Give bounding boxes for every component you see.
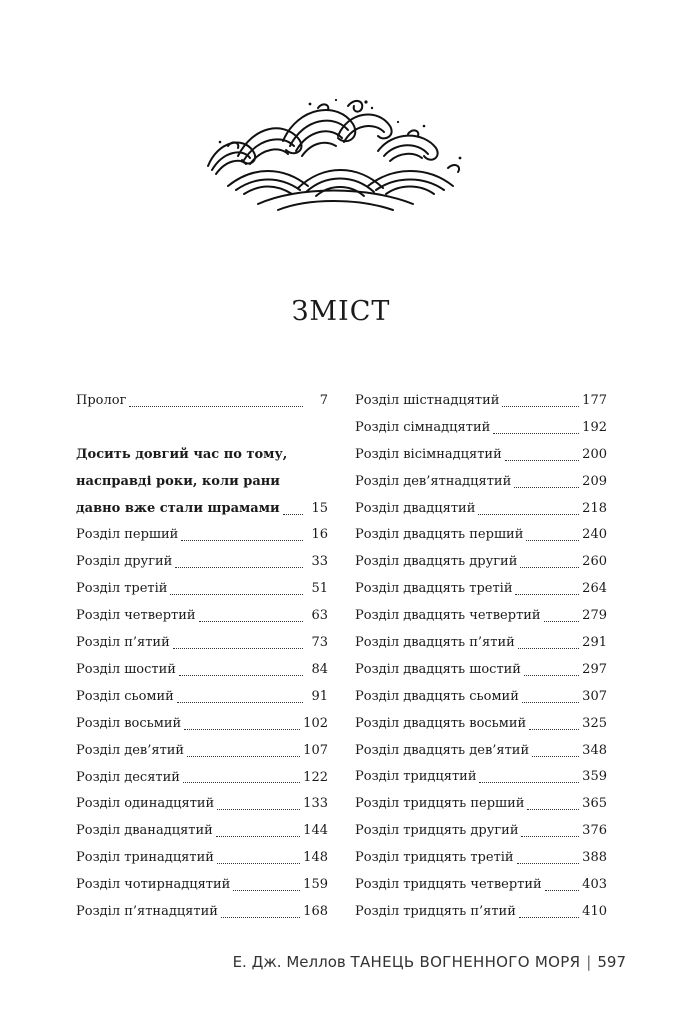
toc-leader-dots (181, 540, 303, 541)
toc-leader-dots (532, 756, 579, 757)
toc-entry-label: Розділ двадцять четвертий (355, 608, 541, 624)
toc-entry-page: 102 (303, 715, 328, 731)
part-heading[interactable] (76, 442, 328, 523)
toc-left-column (76, 388, 328, 926)
toc-entry-page: 348 (582, 742, 607, 758)
toc-entry-label: Розділ третій (76, 581, 168, 597)
toc-entry-label: Розділ другий (76, 554, 173, 570)
toc-entry-label: Розділ двадцятий (355, 500, 476, 516)
toc-entry-label: Розділ п’ятнадцятий (76, 903, 218, 919)
toc-entry-page: 91 (311, 688, 328, 704)
toc-entry-page: 51 (311, 581, 328, 597)
toc-right-column (355, 388, 607, 926)
toc-entry[interactable] (355, 657, 607, 684)
toc-entry-page: 177 (582, 393, 607, 408)
toc-entry-page: 144 (303, 823, 328, 839)
toc-entry-label: Розділ перший (76, 527, 179, 543)
toc-entry[interactable] (355, 415, 607, 442)
toc-entry-page: 325 (582, 715, 607, 731)
spacer (76, 415, 328, 442)
toc-entry[interactable] (355, 603, 607, 630)
toc-entry-page: 107 (303, 742, 328, 758)
toc-leader-dots (515, 594, 579, 595)
toc-entry-label: Розділ тридцятий (355, 769, 477, 785)
toc-leader-dots (505, 460, 579, 461)
toc-leader-dots (514, 487, 579, 488)
toc-entry[interactable] (76, 845, 328, 872)
toc-entry[interactable] (355, 388, 607, 415)
toc-entry-page: 388 (582, 850, 607, 866)
part-heading-line: насправді роки, коли рани (76, 473, 280, 489)
toc-entry-page: 73 (311, 635, 328, 651)
toc-entry[interactable] (355, 711, 607, 738)
toc-entry-page: 279 (582, 608, 607, 624)
toc-entry[interactable] (76, 711, 328, 738)
toc-entry-page: 168 (303, 903, 328, 919)
toc-leader-dots (544, 621, 580, 622)
toc-leader-dots (524, 675, 579, 676)
page-footer (233, 953, 626, 971)
toc-leader-dots (526, 540, 579, 541)
toc-entry-page: 159 (303, 877, 328, 893)
toc-entry-page: 200 (582, 446, 607, 462)
toc-entry-label: Розділ тринадцятий (76, 850, 214, 866)
toc-entry-page: 33 (311, 554, 328, 570)
part-heading-line: Досить довгий час по тому, (76, 446, 288, 462)
toc-leader-dots (177, 702, 303, 703)
toc-leader-dots (529, 729, 579, 730)
toc-leader-dots (479, 782, 579, 783)
toc-entry-label: Розділ дев’ятий (76, 742, 185, 758)
toc-entry-page: 218 (582, 500, 607, 516)
toc-leader-dots (520, 567, 579, 568)
toc-leader-dots (527, 809, 579, 810)
toc-entry-label: Розділ четвертий (76, 608, 196, 624)
toc-entry[interactable] (355, 469, 607, 496)
toc-entry[interactable] (76, 684, 328, 711)
footer-separator: | (586, 953, 592, 971)
toc-entry-page: 240 (582, 527, 607, 543)
toc-entry-label: Пролог (76, 393, 127, 408)
toc-entry-label: Розділ дванадцятий (76, 823, 213, 839)
page-title: ЗМІСТ (291, 296, 391, 327)
toc-entry[interactable] (355, 576, 607, 603)
toc-entry-page: 365 (582, 796, 607, 812)
toc-entry[interactable] (76, 738, 328, 765)
toc-entry-prologue[interactable] (76, 388, 328, 415)
toc-entry[interactable] (76, 899, 328, 926)
toc-leader-dots (521, 836, 579, 837)
toc-entry-page: 209 (582, 473, 607, 489)
toc-entry[interactable] (76, 522, 328, 549)
toc-entry[interactable] (76, 603, 328, 630)
toc-entry-label: Розділ шостий (76, 661, 176, 677)
toc-entry-page: 376 (582, 823, 607, 839)
toc-entry[interactable] (76, 791, 328, 818)
toc-entry-label: Розділ тридцять перший (355, 796, 525, 812)
toc-entry[interactable] (355, 496, 607, 523)
toc-entry-label: Розділ вісімнадцятий (355, 446, 502, 462)
toc-entry-page: 16 (311, 527, 328, 543)
toc-leader-dots (179, 675, 303, 676)
toc-entry[interactable] (76, 765, 328, 792)
toc-entry[interactable] (355, 549, 607, 576)
toc-entry-page: 63 (311, 608, 328, 624)
toc-entry-page: 7 (319, 393, 328, 408)
toc-leader-dots (184, 729, 300, 730)
toc-entry[interactable] (355, 738, 607, 765)
toc-entry-page: 192 (582, 419, 607, 435)
toc-entry[interactable] (355, 442, 607, 469)
toc-leader-dots (545, 890, 579, 891)
toc-leader-dots (221, 917, 300, 918)
toc-leader-dots (175, 567, 303, 568)
toc-entry-page: 403 (582, 877, 607, 893)
toc-entry-label: Розділ сімнадцятий (355, 419, 491, 435)
toc-entry-label: Розділ десятий (76, 769, 180, 785)
toc-leader-dots (173, 648, 303, 649)
toc-leader-dots (129, 406, 303, 407)
toc-leader-dots (199, 621, 303, 622)
toc-leader-dots (170, 594, 303, 595)
toc-entry[interactable] (355, 845, 607, 872)
toc-entry-page: 260 (582, 554, 607, 570)
toc-entry[interactable] (355, 872, 607, 899)
toc-entry[interactable] (355, 818, 607, 845)
toc-leader-dots (519, 917, 579, 918)
toc-leader-dots (522, 702, 579, 703)
toc-entry-label: Розділ двадцять третій (355, 581, 513, 597)
footer-page-number: 597 (597, 953, 626, 971)
toc-entry-page: 133 (303, 796, 328, 812)
toc-entry[interactable] (355, 764, 607, 791)
toc-leader-dots (478, 514, 579, 515)
toc-leader-dots (502, 406, 579, 407)
toc-leader-dots (183, 782, 300, 783)
toc-entry[interactable] (76, 630, 328, 657)
toc-leader-dots (217, 809, 300, 810)
toc-entry-label: Розділ чотирнадцятий (76, 877, 231, 893)
toc-entry-page: 359 (582, 769, 607, 785)
toc-entry[interactable] (355, 522, 607, 549)
toc-leader-dots (217, 863, 300, 864)
toc-entry-label: Розділ дев’ятнадцятий (355, 473, 512, 489)
part-heading-line: давно вже стали шрамами (76, 500, 280, 516)
toc-entry[interactable] (76, 549, 328, 576)
toc-entry-label: Розділ двадцять восьмий (355, 715, 527, 731)
toc-entry-page: 297 (582, 661, 607, 677)
footer-author: Е. Дж. Меллов (232, 953, 346, 971)
toc-entry-label: Розділ тридцять третій (355, 850, 514, 866)
toc-entry[interactable] (76, 576, 328, 603)
toc-entry-label: Розділ тридцять другий (355, 823, 519, 839)
toc-entry-label: Розділ шістнадцятий (355, 393, 500, 408)
toc-entry-label: Розділ двадцять другий (355, 554, 518, 570)
toc-entry-page: 148 (303, 850, 328, 866)
toc-entry-label: Розділ сьомий (76, 688, 174, 704)
toc-entry-label: Розділ тридцять п’ятий (355, 903, 516, 919)
toc-leader-dots (518, 648, 579, 649)
toc-entry[interactable] (355, 684, 607, 711)
toc-entry-page: 122 (303, 769, 328, 785)
toc-leader-dots (233, 890, 300, 891)
toc-entry[interactable] (355, 791, 607, 818)
toc-entry-label: Розділ двадцять сьомий (355, 688, 519, 704)
toc-leader-dots (493, 433, 579, 434)
toc-leader-dots (216, 836, 300, 837)
toc-entry-label: Розділ п’ятий (76, 635, 170, 651)
toc-entry-label: Розділ одинадцятий (76, 796, 215, 812)
toc-entry-label: Розділ двадцять перший (355, 527, 524, 543)
toc-entry-label: Розділ восьмий (76, 715, 182, 731)
toc-entry-label: Розділ двадцять п’ятий (355, 635, 515, 651)
toc-entry-page: 291 (582, 635, 607, 651)
toc-leader-dots (517, 863, 580, 864)
toc-leader-dots (187, 756, 300, 757)
toc-entry[interactable] (355, 899, 607, 926)
toc-entry-page: 307 (582, 688, 607, 704)
toc-entry-page: 84 (311, 661, 328, 677)
toc-entry[interactable] (76, 818, 328, 845)
toc-entry[interactable] (76, 872, 328, 899)
toc-leader-dots (283, 514, 303, 515)
toc-entry-label: Розділ двадцять шостий (355, 661, 521, 677)
toc-entry-page: 410 (582, 903, 607, 919)
toc-entry-label: Розділ двадцять дев’ятий (355, 742, 530, 758)
toc-entry-page: 264 (582, 581, 607, 597)
toc-entry-page: 15 (311, 500, 328, 516)
footer-book-title: ТАНЕЦЬ ВОГНЕННОГО МОРЯ (350, 953, 581, 971)
toc-entry[interactable] (355, 630, 607, 657)
waves-ornament-icon (198, 96, 470, 216)
toc-entry-label: Розділ тридцять четвертий (355, 877, 542, 893)
toc-entry[interactable] (76, 657, 328, 684)
